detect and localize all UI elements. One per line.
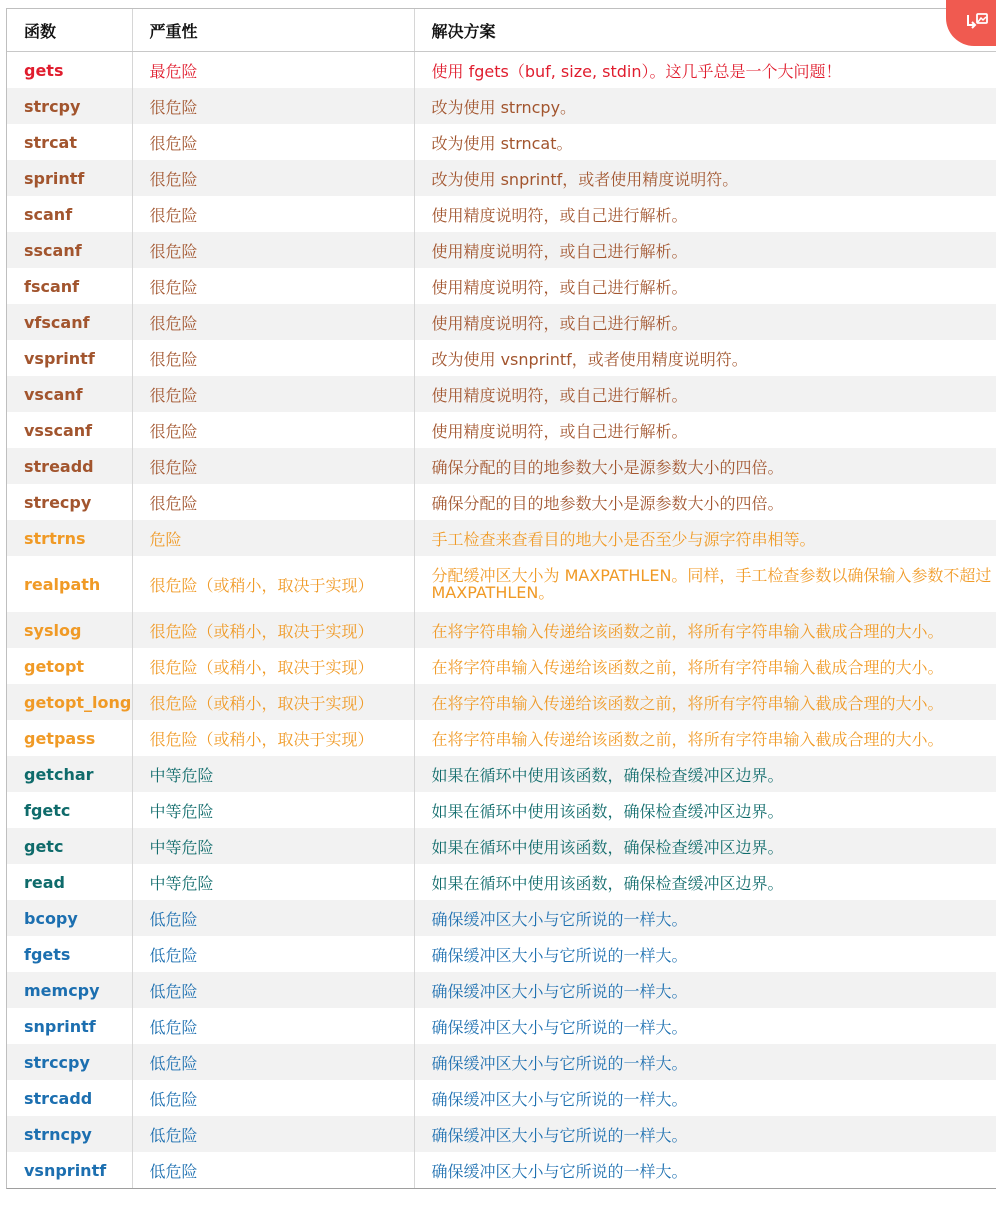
severity-cell: 很危险（或稍小，取决于实现） <box>132 648 414 684</box>
table-row <box>7 376 996 412</box>
header-row <box>7 9 996 52</box>
function-cell: bcopy <box>7 900 132 936</box>
solution-cell: 在将字符串输入传递给该函数之前，将所有字符串输入截成合理的大小。 <box>414 720 996 756</box>
function-cell: sscanf <box>7 232 132 268</box>
function-cell: strccpy <box>7 1044 132 1080</box>
table-row <box>7 520 996 556</box>
function-cell: vscanf <box>7 376 132 412</box>
function-cell: strcat <box>7 124 132 160</box>
table-row <box>7 1044 996 1080</box>
severity-cell: 很危险 <box>132 160 414 196</box>
solution-cell: 确保缓冲区大小与它所说的一样大。 <box>414 900 996 936</box>
severity-cell: 很危险（或稍小，取决于实现） <box>132 720 414 756</box>
function-cell: getopt <box>7 648 132 684</box>
severity-cell: 低危险 <box>132 936 414 972</box>
table-row <box>7 648 996 684</box>
solution-cell: 在将字符串输入传递给该函数之前，将所有字符串输入截成合理的大小。 <box>414 648 996 684</box>
table-row <box>7 612 996 648</box>
table-body <box>7 52 996 1189</box>
table-row <box>7 900 996 936</box>
table-row <box>7 684 996 720</box>
table-row <box>7 972 996 1008</box>
solution-cell: 使用精度说明符，或自己进行解析。 <box>414 268 996 304</box>
severity-cell: 低危险 <box>132 972 414 1008</box>
solution-cell: 分配缓冲区大小为 MAXPATHLEN。同样，手工检查参数以确保输入参数不超过 MAXPATHLEN。 <box>414 556 996 612</box>
function-cell: vsnprintf <box>7 1152 132 1188</box>
table-row <box>7 1008 996 1044</box>
table-row <box>7 88 996 124</box>
function-cell: strcpy <box>7 88 132 124</box>
severity-cell: 很危险 <box>132 448 414 484</box>
table-row <box>7 556 996 612</box>
function-cell: fgets <box>7 936 132 972</box>
severity-cell: 低危险 <box>132 1152 414 1188</box>
function-cell: scanf <box>7 196 132 232</box>
header-solution: 解决方案 <box>414 9 996 52</box>
severity-cell: 很危险 <box>132 304 414 340</box>
function-cell: vfscanf <box>7 304 132 340</box>
function-cell: strncpy <box>7 1116 132 1152</box>
table-row <box>7 756 996 792</box>
severity-cell: 很危险 <box>132 196 414 232</box>
solution-cell: 如果在循环中使用该函数，确保检查缓冲区边界。 <box>414 864 996 900</box>
solution-cell: 如果在循环中使用该函数，确保检查缓冲区边界。 <box>414 756 996 792</box>
severity-cell: 低危险 <box>132 900 414 936</box>
solution-cell: 手工检查来查看目的地大小是否至少与源字符串相等。 <box>414 520 996 556</box>
solution-cell: 使用精度说明符，或自己进行解析。 <box>414 412 996 448</box>
function-cell: vsscanf <box>7 412 132 448</box>
table-row <box>7 232 996 268</box>
table-row <box>7 1116 996 1152</box>
solution-cell: 使用 fgets（buf, size, stdin）。这几乎总是一个大问题！ <box>414 52 996 89</box>
table-row <box>7 828 996 864</box>
function-cell: vsprintf <box>7 340 132 376</box>
solution-cell: 确保缓冲区大小与它所说的一样大。 <box>414 1044 996 1080</box>
severity-cell: 低危险 <box>132 1116 414 1152</box>
solution-cell: 确保缓冲区大小与它所说的一样大。 <box>414 1008 996 1044</box>
solution-cell: 使用精度说明符，或自己进行解析。 <box>414 304 996 340</box>
solution-cell: 确保缓冲区大小与它所说的一样大。 <box>414 1152 996 1188</box>
severity-cell: 中等危险 <box>132 756 414 792</box>
dangerous-functions-table <box>7 9 996 1188</box>
function-cell: strecpy <box>7 484 132 520</box>
table-row <box>7 412 996 448</box>
function-cell: read <box>7 864 132 900</box>
table-row <box>7 160 996 196</box>
function-cell: getchar <box>7 756 132 792</box>
severity-cell: 很危险 <box>132 268 414 304</box>
solution-cell: 使用精度说明符，或自己进行解析。 <box>414 232 996 268</box>
table-row <box>7 792 996 828</box>
severity-cell: 中等危险 <box>132 828 414 864</box>
solution-cell: 改为使用 vsnprintf，或者使用精度说明符。 <box>414 340 996 376</box>
severity-cell: 很危险 <box>132 484 414 520</box>
severity-cell: 很危险 <box>132 232 414 268</box>
table-header <box>7 9 996 52</box>
solution-cell: 确保缓冲区大小与它所说的一样大。 <box>414 1116 996 1152</box>
function-cell: sprintf <box>7 160 132 196</box>
table-row <box>7 124 996 160</box>
solution-cell: 确保缓冲区大小与它所说的一样大。 <box>414 936 996 972</box>
function-cell: snprintf <box>7 1008 132 1044</box>
table-row <box>7 484 996 520</box>
severity-cell: 很危险 <box>132 376 414 412</box>
severity-cell: 低危险 <box>132 1044 414 1080</box>
table-row <box>7 1080 996 1116</box>
function-cell: strcadd <box>7 1080 132 1116</box>
table-row <box>7 1152 996 1188</box>
table-row <box>7 448 996 484</box>
solution-cell: 确保缓冲区大小与它所说的一样大。 <box>414 1080 996 1116</box>
solution-cell: 改为使用 snprintf，或者使用精度说明符。 <box>414 160 996 196</box>
function-cell: getpass <box>7 720 132 756</box>
function-cell: getc <box>7 828 132 864</box>
solution-cell: 使用精度说明符，或自己进行解析。 <box>414 196 996 232</box>
severity-cell: 很危险 <box>132 412 414 448</box>
table-row <box>7 936 996 972</box>
severity-cell: 很危险（或稍小，取决于实现） <box>132 612 414 648</box>
solution-cell: 在将字符串输入传递给该函数之前，将所有字符串输入截成合理的大小。 <box>414 612 996 648</box>
function-cell: fgetc <box>7 792 132 828</box>
solution-cell: 确保分配的目的地参数大小是源参数大小的四倍。 <box>414 484 996 520</box>
header-severity: 严重性 <box>132 9 414 52</box>
severity-cell: 很危险 <box>132 340 414 376</box>
severity-cell: 中等危险 <box>132 864 414 900</box>
severity-cell: 低危险 <box>132 1080 414 1116</box>
solution-cell: 使用精度说明符，或自己进行解析。 <box>414 376 996 412</box>
table-row <box>7 340 996 376</box>
function-cell: strtrns <box>7 520 132 556</box>
header-function: 函数 <box>7 9 132 52</box>
solution-cell: 改为使用 strncat。 <box>414 124 996 160</box>
severity-cell: 很危险 <box>132 124 414 160</box>
severity-cell: 中等危险 <box>132 792 414 828</box>
severity-cell: 很危险（或稍小，取决于实现） <box>132 684 414 720</box>
solution-cell: 如果在循环中使用该函数，确保检查缓冲区边界。 <box>414 828 996 864</box>
function-cell: streadd <box>7 448 132 484</box>
solution-cell: 确保缓冲区大小与它所说的一样大。 <box>414 972 996 1008</box>
solution-cell: 如果在循环中使用该函数，确保检查缓冲区边界。 <box>414 792 996 828</box>
function-cell: realpath <box>7 556 132 612</box>
table-row <box>7 864 996 900</box>
severity-cell: 很危险 <box>132 88 414 124</box>
table-row <box>7 52 996 89</box>
table-row <box>7 268 996 304</box>
translate-icon <box>965 12 989 34</box>
severity-cell: 很危险（或稍小，取决于实现） <box>132 556 414 612</box>
severity-cell: 最危险 <box>132 52 414 89</box>
function-cell: memcpy <box>7 972 132 1008</box>
solution-cell: 改为使用 strncpy。 <box>414 88 996 124</box>
function-cell: fscanf <box>7 268 132 304</box>
severity-cell: 危险 <box>132 520 414 556</box>
solution-cell: 在将字符串输入传递给该函数之前，将所有字符串输入截成合理的大小。 <box>414 684 996 720</box>
functions-table-container <box>6 8 996 1189</box>
table-row <box>7 720 996 756</box>
solution-cell: 确保分配的目的地参数大小是源参数大小的四倍。 <box>414 448 996 484</box>
function-cell: syslog <box>7 612 132 648</box>
function-cell: getopt_long <box>7 684 132 720</box>
function-cell: gets <box>7 52 132 89</box>
severity-cell: 低危险 <box>132 1008 414 1044</box>
table-row <box>7 304 996 340</box>
table-row <box>7 196 996 232</box>
